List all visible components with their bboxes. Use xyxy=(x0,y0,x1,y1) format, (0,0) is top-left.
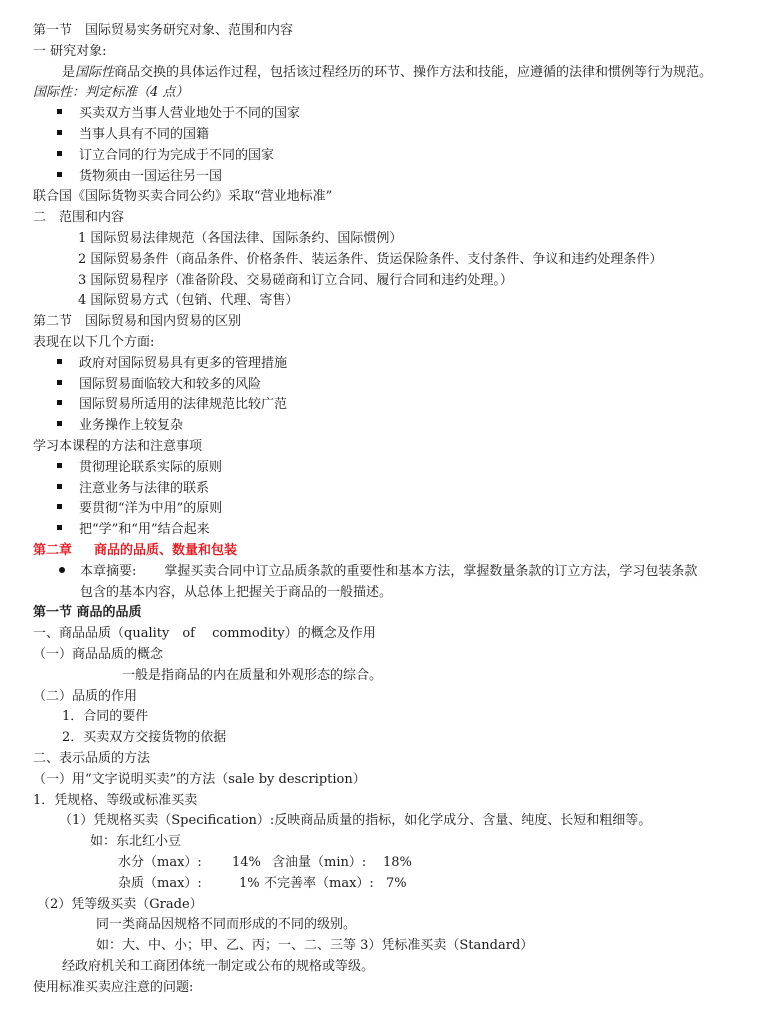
paragraph-grade: 同一类商品因规格不同而形成的不同的级别。 xyxy=(96,917,357,932)
example-label: 如：东北红小豆 xyxy=(90,834,182,849)
subheading-sale-by-description: （一）用“文字说明买卖”的方法（sale by description） xyxy=(33,772,366,787)
spec-row-1: 水分（max）: 14% 含油量（min）: 18% xyxy=(118,855,412,870)
subheading-quality-concept: 一、商品品质（quality of commodity）的概念及作用 xyxy=(33,626,376,641)
scope-item-2: 2 国际贸易条件（商品条件、价格条件、装运条件、货运保险条件、支付条件、争议和违约处理条件） xyxy=(78,252,663,267)
square-bullet-icon xyxy=(57,421,62,426)
list-item: 当事人具有不同的国籍 xyxy=(0,125,762,146)
scope-item-1: 1 国际贸易法律规范（各国法律、国际条约、国际惯例） xyxy=(78,231,403,246)
square-bullet-icon xyxy=(57,525,62,530)
square-bullet-icon xyxy=(57,504,62,509)
spec-row-2: 杂质（max）: 1% 不完善率（max）: 7% xyxy=(118,876,407,891)
subheading-specification-grade-standard: 1．凭规格、等级或标准买卖 xyxy=(33,793,198,808)
square-bullet-icon xyxy=(57,380,62,385)
section-heading-quality: 第一节 商品的品质 xyxy=(33,605,142,620)
paragraph-standard-notes: 使用标准买卖应注意的问题: xyxy=(33,980,194,995)
paragraph-un-convention: 联合国《国际货物买卖合同公约》采取“营业地标准” xyxy=(33,189,333,204)
square-bullet-icon xyxy=(57,484,62,489)
paragraph-standard: 经政府机关和工商团体统一制定或公布的规格或等级。 xyxy=(62,959,375,974)
square-bullet-icon xyxy=(57,109,62,114)
subheading-concept: （一）商品品质的概念 xyxy=(33,647,164,662)
square-bullet-icon xyxy=(57,151,62,156)
paragraph-study-methods: 学习本课程的方法和注意事项 xyxy=(33,439,203,454)
square-bullet-icon xyxy=(57,359,62,364)
paragraph-specification: （1）凭规格买卖（Specification）:反映商品质量的指标，如化学成分、含量、纯度、长短和粗细等。 xyxy=(59,813,652,828)
scope-item-4: 4 国际贸易方式（包销、代理、寄售） xyxy=(78,293,299,308)
role-item-2: 2．买卖双方交接货物的依据 xyxy=(62,730,227,745)
subheading-research-object: 一 研究对象: xyxy=(33,44,107,59)
square-bullet-icon xyxy=(57,172,62,177)
criteria-heading: 国际性：判定标准（4 点） xyxy=(33,85,189,100)
list-item: 货物须由一国运往另一国 xyxy=(0,167,762,188)
round-bullet-icon xyxy=(59,567,65,573)
list-item: 把“学”和“用”结合起来 xyxy=(0,520,762,541)
list-item: 国际贸易面临较大和较多的风险 xyxy=(0,375,762,396)
list-item: 注意业务与法律的联系 xyxy=(0,479,762,500)
subheading-quality-methods: 二、表示品质的方法 xyxy=(33,751,151,766)
role-item-1: 1．合同的要件 xyxy=(62,709,149,724)
square-bullet-icon xyxy=(57,400,62,405)
section-heading-2: 第二节 国际贸易和国内贸易的区别 xyxy=(33,314,242,329)
chapter-summary: 本章摘要: 掌握买卖合同中订立品质条款的重要性和基本方法，掌握数量条款的订立方法，学习包装条款 xyxy=(0,562,762,583)
paragraph-aspects: 表现在以下几个方面: xyxy=(33,335,155,350)
paragraph-definition: 是国际性商品交换的具体运作过程，包括该过程经历的环节、操作方法和技能，应遵循的法律和惯例等行为规范。 xyxy=(62,65,713,80)
list-item: 订立合同的行为完成于不同的国家 xyxy=(0,146,762,167)
subheading-role: （二）品质的作用 xyxy=(33,689,138,704)
list-item: 政府对国际贸易具有更多的管理措施 xyxy=(0,354,762,375)
list-item: 买卖双方当事人营业地处于不同的国家 xyxy=(0,104,762,125)
list-item: 贯彻理论联系实际的原则 xyxy=(0,458,762,479)
paragraph-grade-example: 如：大、中、小；甲、乙、丙；一、二、三等 3）凭标准买卖（Standard） xyxy=(96,938,534,953)
chapter-heading: 第二章 商品的品质、数量和包装 xyxy=(33,543,238,558)
list-item: 业务操作上较复杂 xyxy=(0,416,762,437)
list-item: 国际贸易所适用的法律规范比较广范 xyxy=(0,395,762,416)
paragraph-concept: 一般是指商品的内在质量和外观形态的综合。 xyxy=(122,668,383,683)
chapter-summary-continued: 包含的基本内容，从总体上把握关于商品的一般描述。 xyxy=(80,585,393,600)
list-item: 要贯彻“洋为中用”的原则 xyxy=(0,499,762,520)
subheading-grade: （2）凭等级买卖（Grade） xyxy=(37,897,203,912)
subheading-scope: 二 范围和内容 xyxy=(33,210,125,225)
square-bullet-icon xyxy=(57,130,62,135)
section-heading-1: 第一节 国际贸易实务研究对象、范围和内容 xyxy=(33,23,294,38)
scope-item-3: 3 国际贸易程序（准备阶段、交易磋商和订立合同、履行合同和违约处理。） xyxy=(78,273,513,288)
square-bullet-icon xyxy=(57,463,62,468)
